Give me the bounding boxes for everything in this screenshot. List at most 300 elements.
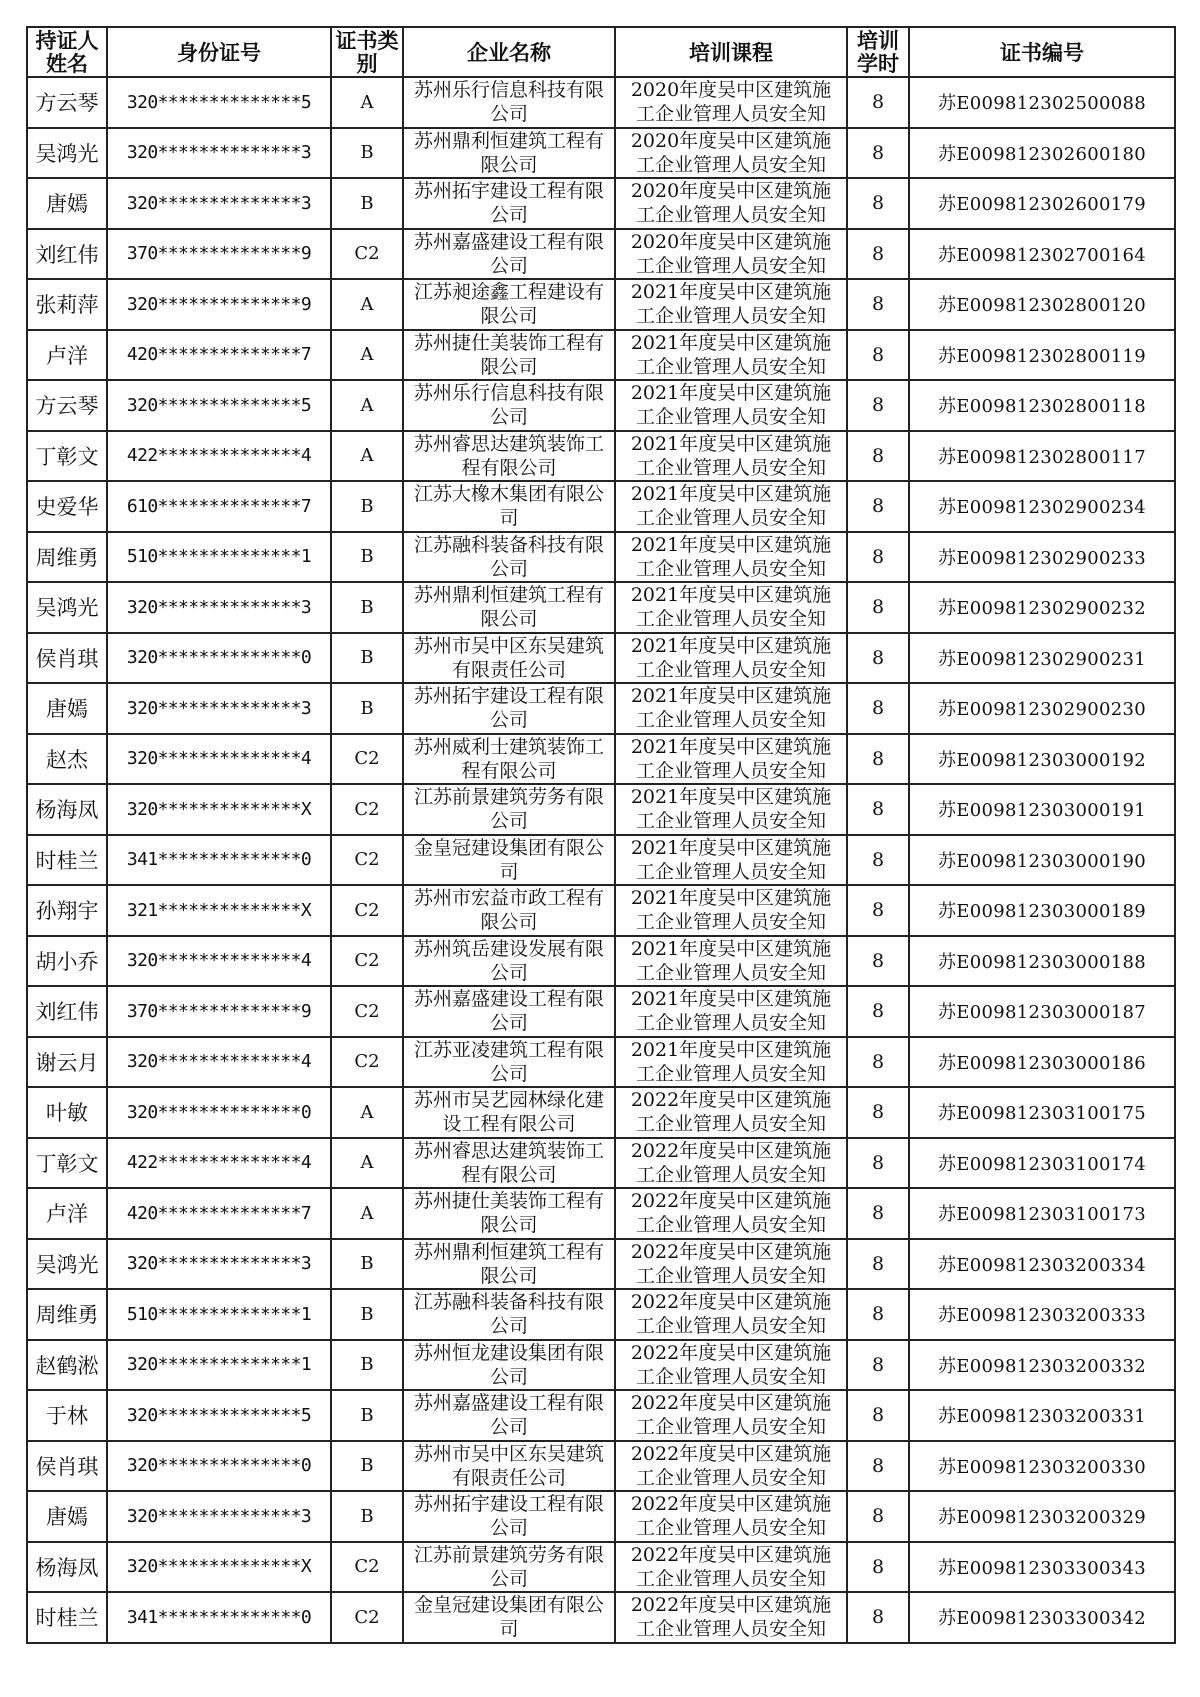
id-number-cell: 341**************0 <box>107 1592 331 1643</box>
company-name: 苏州拓宇建设工程有限公司 <box>414 685 605 732</box>
table-row <box>27 1188 1175 1239</box>
certificate-number-cell: 苏E009812302900231 <box>909 633 1175 684</box>
training-course: 2022年度吴中区建筑施工企业管理人员安全知 <box>630 1543 832 1590</box>
training-hours-cell: 8 <box>847 885 909 936</box>
id-number-cell: 610**************7 <box>107 481 331 532</box>
certificate-number-cell: 苏E009812302500088 <box>909 77 1175 128</box>
training-hours-cell: 8 <box>847 582 909 633</box>
company-name: 苏州鼎利恒建筑工程有限公司 <box>414 1240 605 1287</box>
table-row <box>27 279 1175 330</box>
company-name-cell <box>403 279 615 330</box>
company-name-cell <box>403 734 615 785</box>
certificate-number-cell: 苏E009812302600180 <box>909 128 1175 179</box>
id-number-cell: 510**************1 <box>107 532 331 583</box>
certificate-category-cell: A <box>331 279 403 330</box>
company-name: 苏州市吴艺园林绿化建设工程有限公司 <box>414 1089 605 1136</box>
company-name-cell <box>403 1491 615 1542</box>
training-course-cell <box>615 532 847 583</box>
training-course-cell <box>615 1592 847 1643</box>
training-course-cell <box>615 178 847 229</box>
training-course: 2021年度吴中区建筑施工企业管理人员安全知 <box>630 281 832 328</box>
certificate-number-cell: 苏E009812302600179 <box>909 178 1175 229</box>
training-hours-cell: 8 <box>847 1491 909 1542</box>
certificate-number-cell: 苏E009812302900233 <box>909 532 1175 583</box>
company-name-cell <box>403 1340 615 1391</box>
company-name-cell <box>403 784 615 835</box>
training-hours-cell: 8 <box>847 532 909 583</box>
id-number-cell: 320**************5 <box>107 1390 331 1441</box>
company-name: 苏州嘉盛建设工程有限公司 <box>414 230 605 277</box>
table-row <box>27 1289 1175 1340</box>
certificate-category-cell: B <box>331 683 403 734</box>
training-course: 2021年度吴中区建筑施工企业管理人员安全知 <box>630 432 832 479</box>
holder-name-cell: 侯肖琪 <box>27 633 107 684</box>
training-course: 2021年度吴中区建筑施工企业管理人员安全知 <box>630 735 832 782</box>
holder-name-cell: 吴鸿光 <box>27 582 107 633</box>
training-hours-cell: 8 <box>847 229 909 280</box>
training-hours-cell: 8 <box>847 1340 909 1391</box>
training-course: 2021年度吴中区建筑施工企业管理人员安全知 <box>630 685 832 732</box>
training-course: 2022年度吴中区建筑施工企业管理人员安全知 <box>630 1493 832 1540</box>
certificate-category-cell: B <box>331 1390 403 1441</box>
training-hours-cell: 8 <box>847 1037 909 1088</box>
certificate-number-cell: 苏E009812302800120 <box>909 279 1175 330</box>
training-course: 2022年度吴中区建筑施工企业管理人员安全知 <box>630 1392 832 1439</box>
training-hours-cell: 8 <box>847 734 909 785</box>
company-name-cell <box>403 380 615 431</box>
certificate-category-cell: B <box>331 1491 403 1542</box>
company-name: 金皇冠建设集团有限公司 <box>414 836 605 883</box>
training-hours-cell: 8 <box>847 1087 909 1138</box>
certificate-category-cell: B <box>331 178 403 229</box>
company-name: 江苏融科装备科技有限公司 <box>414 533 605 580</box>
certificate-number-cell: 苏E009812303000192 <box>909 734 1175 785</box>
training-course-cell <box>615 229 847 280</box>
training-hours-cell: 8 <box>847 178 909 229</box>
training-course: 2022年度吴中区建筑施工企业管理人员安全知 <box>630 1291 832 1338</box>
company-name-cell <box>403 1087 615 1138</box>
certificate-category-cell: C2 <box>331 1037 403 1088</box>
training-course: 2021年度吴中区建筑施工企业管理人员安全知 <box>630 382 832 429</box>
training-hours-cell: 8 <box>847 279 909 330</box>
training-course: 2021年度吴中区建筑施工企业管理人员安全知 <box>630 786 832 833</box>
company-name-cell <box>403 1239 615 1290</box>
training-hours-cell: 8 <box>847 1441 909 1492</box>
holder-name-cell: 方云琴 <box>27 380 107 431</box>
certificate-category-cell: B <box>331 1441 403 1492</box>
id-number-cell: 320**************4 <box>107 734 331 785</box>
company-name: 苏州鼎利恒建筑工程有限公司 <box>414 129 605 176</box>
table-row <box>27 1390 1175 1441</box>
certificate-number-cell: 苏E009812303200330 <box>909 1441 1175 1492</box>
header-certificate-category: 证书类别 <box>331 27 403 77</box>
training-course: 2022年度吴中区建筑施工企业管理人员安全知 <box>630 1594 832 1641</box>
company-name: 苏州恒龙建设集团有限公司 <box>414 1341 605 1388</box>
training-course-cell <box>615 1491 847 1542</box>
company-name-cell <box>403 1441 615 1492</box>
training-hours-cell: 8 <box>847 936 909 987</box>
id-number-cell: 420**************7 <box>107 330 331 381</box>
table-row <box>27 1340 1175 1391</box>
training-hours-cell: 8 <box>847 986 909 1037</box>
training-course-cell <box>615 330 847 381</box>
company-name-cell <box>403 936 615 987</box>
training-course: 2021年度吴中区建筑施工企业管理人员安全知 <box>630 584 832 631</box>
table-row <box>27 683 1175 734</box>
company-name-cell <box>403 330 615 381</box>
id-number-cell: 422**************4 <box>107 431 331 482</box>
holder-name-cell: 杨海凤 <box>27 784 107 835</box>
certificate-number-cell: 苏E009812302700164 <box>909 229 1175 280</box>
training-course-cell <box>615 683 847 734</box>
table-row <box>27 330 1175 381</box>
company-name: 苏州市吴中区东吴建筑有限责任公司 <box>414 634 605 681</box>
training-course-cell <box>615 279 847 330</box>
training-course: 2020年度吴中区建筑施工企业管理人员安全知 <box>630 180 832 227</box>
certificate-category-cell: C2 <box>331 835 403 886</box>
training-hours-cell: 8 <box>847 835 909 886</box>
company-name-cell <box>403 1138 615 1189</box>
table-row <box>27 1592 1175 1643</box>
training-hours-cell: 8 <box>847 128 909 179</box>
table-row <box>27 734 1175 785</box>
holder-name-cell: 丁彰文 <box>27 1138 107 1189</box>
header-holder-name: 持证人姓名 <box>27 27 107 77</box>
id-number-cell: 320**************3 <box>107 582 331 633</box>
company-name: 苏州拓宇建设工程有限公司 <box>414 180 605 227</box>
id-number-cell: 320**************0 <box>107 1441 331 1492</box>
header-training-course: 培训课程 <box>615 27 847 77</box>
id-number-cell: 320**************1 <box>107 1340 331 1391</box>
table-row <box>27 1491 1175 1542</box>
table-row <box>27 1037 1175 1088</box>
holder-name-cell: 时桂兰 <box>27 1592 107 1643</box>
certificate-category-cell: B <box>331 633 403 684</box>
company-name-cell <box>403 1289 615 1340</box>
company-name-cell <box>403 128 615 179</box>
certificate-category-cell: B <box>331 1239 403 1290</box>
holder-name-cell: 周维勇 <box>27 1289 107 1340</box>
certificate-category-cell: A <box>331 1188 403 1239</box>
certificate-category-cell: C2 <box>331 734 403 785</box>
table-row <box>27 532 1175 583</box>
id-number-cell: 320**************4 <box>107 936 331 987</box>
training-course: 2022年度吴中区建筑施工企业管理人员安全知 <box>630 1240 832 1287</box>
company-name-cell <box>403 1390 615 1441</box>
company-name: 江苏大橡木集团有限公司 <box>414 483 605 530</box>
training-hours-cell: 8 <box>847 481 909 532</box>
id-number-cell: 320**************9 <box>107 279 331 330</box>
training-course: 2021年度吴中区建筑施工企业管理人员安全知 <box>630 483 832 530</box>
training-course-cell <box>615 128 847 179</box>
table-row <box>27 885 1175 936</box>
company-name: 苏州乐行信息科技有限公司 <box>414 382 605 429</box>
id-number-cell: 420**************7 <box>107 1188 331 1239</box>
holder-name-cell: 丁彰文 <box>27 431 107 482</box>
company-name: 苏州睿思达建筑装饰工程有限公司 <box>414 1139 605 1186</box>
company-name-cell <box>403 1592 615 1643</box>
certificate-number-cell: 苏E009812303000186 <box>909 1037 1175 1088</box>
training-course: 2021年度吴中区建筑施工企业管理人员安全知 <box>630 937 832 984</box>
holder-name-cell: 唐嫣 <box>27 683 107 734</box>
training-hours-cell: 8 <box>847 784 909 835</box>
training-course-cell <box>615 77 847 128</box>
id-number-cell: 320**************0 <box>107 1087 331 1138</box>
training-course-cell <box>615 481 847 532</box>
holder-name-cell: 于林 <box>27 1390 107 1441</box>
holder-name-cell: 时桂兰 <box>27 835 107 886</box>
company-name-cell <box>403 835 615 886</box>
table-row <box>27 582 1175 633</box>
id-number-cell: 320**************5 <box>107 380 331 431</box>
company-name: 江苏昶途鑫工程建设有限公司 <box>414 281 605 328</box>
certificate-category-cell: C2 <box>331 784 403 835</box>
company-name: 金皇冠建设集团有限公司 <box>414 1594 605 1641</box>
id-number-cell: 370**************9 <box>107 986 331 1037</box>
table-row <box>27 481 1175 532</box>
training-course-cell <box>615 1441 847 1492</box>
certificate-number-cell: 苏E009812303200333 <box>909 1289 1175 1340</box>
company-name-cell <box>403 481 615 532</box>
company-name-cell <box>403 582 615 633</box>
training-course: 2022年度吴中区建筑施工企业管理人员安全知 <box>630 1089 832 1136</box>
company-name: 江苏融科装备科技有限公司 <box>414 1291 605 1338</box>
table-row <box>27 784 1175 835</box>
training-course: 2022年度吴中区建筑施工企业管理人员安全知 <box>630 1190 832 1237</box>
training-course: 2020年度吴中区建筑施工企业管理人员安全知 <box>630 129 832 176</box>
training-course-cell <box>615 1138 847 1189</box>
holder-name-cell: 侯肖琪 <box>27 1441 107 1492</box>
company-name-cell <box>403 1542 615 1593</box>
training-course: 2021年度吴中区建筑施工企业管理人员安全知 <box>630 887 832 934</box>
certificate-number-cell: 苏E009812302900232 <box>909 582 1175 633</box>
holder-name-cell: 方云琴 <box>27 77 107 128</box>
training-hours-cell: 8 <box>847 1239 909 1290</box>
certificate-number-cell: 苏E009812303000189 <box>909 885 1175 936</box>
training-course-cell <box>615 1390 847 1441</box>
company-name-cell <box>403 532 615 583</box>
table-row <box>27 1441 1175 1492</box>
id-number-cell: 320**************4 <box>107 1037 331 1088</box>
certificate-number-cell: 苏E009812303200334 <box>909 1239 1175 1290</box>
table-row <box>27 1542 1175 1593</box>
id-number-cell: 320**************3 <box>107 683 331 734</box>
training-course-cell <box>615 633 847 684</box>
training-course: 2021年度吴中区建筑施工企业管理人员安全知 <box>630 331 832 378</box>
table-row <box>27 1138 1175 1189</box>
company-name-cell <box>403 178 615 229</box>
training-hours-cell: 8 <box>847 77 909 128</box>
training-hours-cell: 8 <box>847 683 909 734</box>
training-course: 2022年度吴中区建筑施工企业管理人员安全知 <box>630 1442 832 1489</box>
certificate-category-cell: C2 <box>331 1592 403 1643</box>
holder-name-cell: 孙翔宇 <box>27 885 107 936</box>
training-hours-cell: 8 <box>847 330 909 381</box>
training-course-cell <box>615 734 847 785</box>
company-name: 苏州拓宇建设工程有限公司 <box>414 1493 605 1540</box>
certificate-category-cell: B <box>331 1340 403 1391</box>
certificate-category-cell: B <box>331 481 403 532</box>
certificate-number-cell: 苏E009812303300342 <box>909 1592 1175 1643</box>
company-name: 苏州市吴中区东吴建筑有限责任公司 <box>414 1442 605 1489</box>
training-course-cell <box>615 1289 847 1340</box>
company-name-cell <box>403 1188 615 1239</box>
training-course-cell <box>615 1087 847 1138</box>
company-name: 苏州捷仕美装饰工程有限公司 <box>414 1190 605 1237</box>
holder-name-cell: 唐嫣 <box>27 178 107 229</box>
training-hours-cell: 8 <box>847 380 909 431</box>
company-name: 苏州市宏益市政工程有限公司 <box>414 887 605 934</box>
holder-name-cell: 张莉萍 <box>27 279 107 330</box>
id-number-cell: 320**************5 <box>107 77 331 128</box>
training-course: 2022年度吴中区建筑施工企业管理人员安全知 <box>630 1139 832 1186</box>
table-row <box>27 229 1175 280</box>
company-name-cell <box>403 1037 615 1088</box>
table-row <box>27 986 1175 1037</box>
training-course-cell <box>615 936 847 987</box>
company-name: 苏州筑岳建设发展有限公司 <box>414 937 605 984</box>
training-course-cell <box>615 582 847 633</box>
company-name-cell <box>403 885 615 936</box>
training-course-cell <box>615 1037 847 1088</box>
id-number-cell: 422**************4 <box>107 1138 331 1189</box>
training-course-cell <box>615 1340 847 1391</box>
id-number-cell: 320**************X <box>107 1542 331 1593</box>
holder-name-cell: 卢洋 <box>27 330 107 381</box>
certificate-category-cell: A <box>331 431 403 482</box>
holder-name-cell: 杨海凤 <box>27 1542 107 1593</box>
training-hours-cell: 8 <box>847 1592 909 1643</box>
holder-name-cell: 谢云月 <box>27 1037 107 1088</box>
training-course-cell <box>615 1239 847 1290</box>
training-course: 2021年度吴中区建筑施工企业管理人员安全知 <box>630 634 832 681</box>
training-hours-cell: 8 <box>847 1390 909 1441</box>
training-course: 2021年度吴中区建筑施工企业管理人员安全知 <box>630 988 832 1035</box>
certificate-number-cell: 苏E009812303200331 <box>909 1390 1175 1441</box>
table-row <box>27 77 1175 128</box>
table-row <box>27 380 1175 431</box>
holder-name-cell: 刘红伟 <box>27 229 107 280</box>
holder-name-cell: 史爱华 <box>27 481 107 532</box>
holder-name-cell: 吴鸿光 <box>27 1239 107 1290</box>
company-name: 苏州乐行信息科技有限公司 <box>414 79 605 126</box>
certificate-number-cell: 苏E009812302800118 <box>909 380 1175 431</box>
header-training-hours: 培训学时 <box>847 27 909 77</box>
training-course: 2021年度吴中区建筑施工企业管理人员安全知 <box>630 836 832 883</box>
id-number-cell: 320**************X <box>107 784 331 835</box>
training-course: 2020年度吴中区建筑施工企业管理人员安全知 <box>630 79 832 126</box>
certificate-category-cell: C2 <box>331 936 403 987</box>
company-name: 苏州嘉盛建设工程有限公司 <box>414 1392 605 1439</box>
training-hours-cell: 8 <box>847 431 909 482</box>
header-row <box>27 27 1175 77</box>
id-number-cell: 320**************0 <box>107 633 331 684</box>
certificate-category-cell: B <box>331 582 403 633</box>
training-hours-cell: 8 <box>847 1188 909 1239</box>
training-course-cell <box>615 1188 847 1239</box>
certificate-table <box>26 26 1176 1644</box>
training-hours-cell: 8 <box>847 1289 909 1340</box>
company-name: 苏州威利士建筑装饰工程有限公司 <box>414 735 605 782</box>
company-name-cell <box>403 229 615 280</box>
training-hours-cell: 8 <box>847 1542 909 1593</box>
training-course-cell <box>615 1542 847 1593</box>
table-row <box>27 431 1175 482</box>
training-course-cell <box>615 431 847 482</box>
certificate-number-cell: 苏E009812303200332 <box>909 1340 1175 1391</box>
certificate-sheet <box>26 26 1176 1644</box>
holder-name-cell: 刘红伟 <box>27 986 107 1037</box>
training-course: 2022年度吴中区建筑施工企业管理人员安全知 <box>630 1341 832 1388</box>
table-row <box>27 178 1175 229</box>
company-name: 江苏前景建筑劳务有限公司 <box>414 1543 605 1590</box>
certificate-number-cell: 苏E009812302900230 <box>909 683 1175 734</box>
certificate-number-cell: 苏E009812303000188 <box>909 936 1175 987</box>
certificate-category-cell: C2 <box>331 885 403 936</box>
company-name-cell <box>403 431 615 482</box>
training-course-cell <box>615 986 847 1037</box>
company-name: 苏州捷仕美装饰工程有限公司 <box>414 331 605 378</box>
id-number-cell: 320**************3 <box>107 178 331 229</box>
holder-name-cell: 吴鸿光 <box>27 128 107 179</box>
id-number-cell: 321**************X <box>107 885 331 936</box>
holder-name-cell: 叶敏 <box>27 1087 107 1138</box>
company-name-cell <box>403 633 615 684</box>
company-name: 苏州睿思达建筑装饰工程有限公司 <box>414 432 605 479</box>
header-certificate-number: 证书编号 <box>909 27 1175 77</box>
holder-name-cell: 赵杰 <box>27 734 107 785</box>
certificate-category-cell: A <box>331 380 403 431</box>
id-number-cell: 341**************0 <box>107 835 331 886</box>
certificate-number-cell: 苏E009812303000191 <box>909 784 1175 835</box>
training-hours-cell: 8 <box>847 1138 909 1189</box>
certificate-number-cell: 苏E009812303100174 <box>909 1138 1175 1189</box>
company-name: 苏州嘉盛建设工程有限公司 <box>414 988 605 1035</box>
table-row <box>27 835 1175 886</box>
certificate-category-cell: C2 <box>331 229 403 280</box>
certificate-category-cell: B <box>331 128 403 179</box>
certificate-number-cell: 苏E009812302800119 <box>909 330 1175 381</box>
table-row <box>27 128 1175 179</box>
certificate-number-cell: 苏E009812303000187 <box>909 986 1175 1037</box>
certificate-number-cell: 苏E009812303200329 <box>909 1491 1175 1542</box>
id-number-cell: 320**************3 <box>107 1491 331 1542</box>
certificate-number-cell: 苏E009812303300343 <box>909 1542 1175 1593</box>
certificate-number-cell: 苏E009812302800117 <box>909 431 1175 482</box>
training-course-cell <box>615 784 847 835</box>
id-number-cell: 370**************9 <box>107 229 331 280</box>
certificate-category-cell: A <box>331 1138 403 1189</box>
certificate-category-cell: A <box>331 77 403 128</box>
certificate-category-cell: A <box>331 330 403 381</box>
table-row <box>27 1239 1175 1290</box>
id-number-cell: 320**************3 <box>107 128 331 179</box>
training-course: 2021年度吴中区建筑施工企业管理人员安全知 <box>630 1038 832 1085</box>
certificate-category-cell: B <box>331 1289 403 1340</box>
certificate-number-cell: 苏E009812303100175 <box>909 1087 1175 1138</box>
company-name: 苏州鼎利恒建筑工程有限公司 <box>414 584 605 631</box>
training-course: 2020年度吴中区建筑施工企业管理人员安全知 <box>630 230 832 277</box>
holder-name-cell: 唐嫣 <box>27 1491 107 1542</box>
company-name: 江苏亚凌建筑工程有限公司 <box>414 1038 605 1085</box>
certificate-category-cell: A <box>331 1087 403 1138</box>
company-name-cell <box>403 683 615 734</box>
training-course: 2021年度吴中区建筑施工企业管理人员安全知 <box>630 533 832 580</box>
holder-name-cell: 周维勇 <box>27 532 107 583</box>
certificate-category-cell: C2 <box>331 1542 403 1593</box>
certificate-category-cell: B <box>331 532 403 583</box>
table-row <box>27 1087 1175 1138</box>
